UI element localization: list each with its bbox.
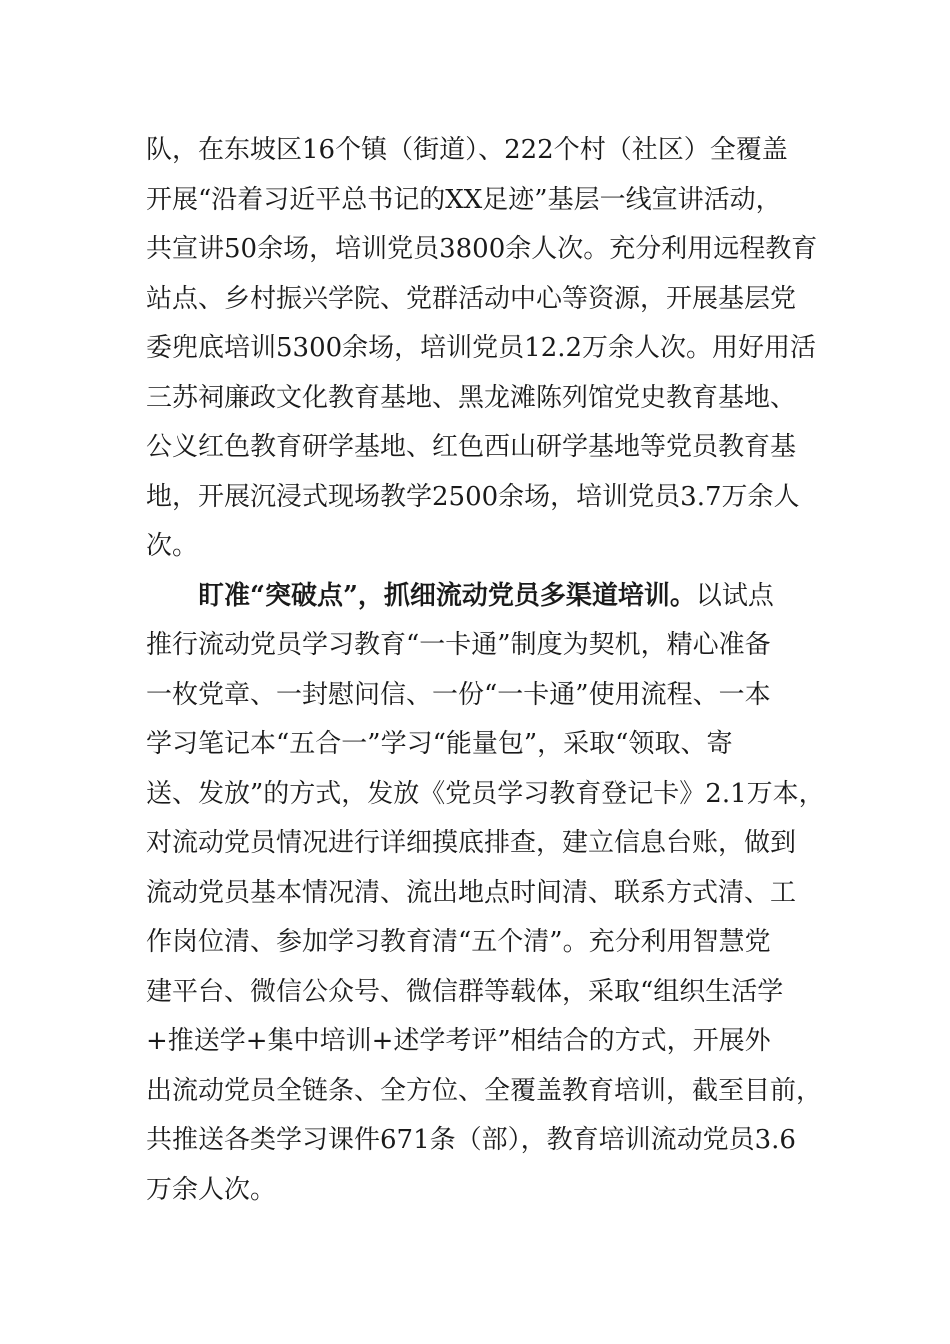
paragraph-2 [146,572,826,1216]
paragraph-line: 队，在东坡区16个镇（街道）、222个村（社区）全覆盖 [146,135,788,165]
body-text [146,126,826,1215]
paragraph-line: 三苏祠廉政文化教育基地、黑龙滩陈列馆党史教育基地、 [146,382,797,413]
paragraph-line: +推送学+集中培训+述学考评”相结合的方式，开展外 [146,1026,771,1056]
paragraph-line: 对流动党员情况进行详细摸底排查，建立信息台账，做到 [146,828,797,858]
paragraph-line: 开展“沿着习近平总书记的XX足迹”基层一线宣讲活动， [146,184,782,215]
paragraph-line: 委兜底培训5300余场，培训党员12.2万余人次。用好用活 [146,333,817,363]
paragraph-line: 次。 [146,531,199,561]
paragraph-line: 一枚党章、一封慰问信、一份“一卡通”使用流程、一本 [146,679,771,710]
paragraph-line: 公义红色教育研学基地、红色西山研学基地等党员教育基 [146,432,797,462]
paragraph-line: 推行流动党员学习教育“一卡通”制度为契机，精心准备 [146,630,771,660]
paragraph-line: 送、发放”的方式，发放《党员学习教育登记卡》2.1万本， [146,778,825,809]
paragraph-line-rest: 以试点 [695,580,774,611]
paragraph-line: 共宣讲50余场，培训党员3800余人次。充分利用远程教育 [146,234,818,264]
paragraph-line: 学习笔记本“五合一”学习“能量包”，采取“领取、寄 [146,729,733,759]
paragraph-line: 作岗位清、参加学习教育清“五个清”。充分利用智慧党 [146,927,771,957]
paragraph-line: 建平台、微信公众号、微信群等载体，采取“组织生活学 [146,976,784,1007]
paragraph-line: 站点、乡村振兴学院、党群活动中心等资源，开展基层党 [146,283,797,314]
paragraph-line: 流动党员基本情况清、流出地点时间清、联系方式清、工 [146,877,797,908]
paragraph-line: 共推送各类学习课件671条（部），教育培训流动党员3.6 [146,1125,796,1155]
paragraph-heading: 盯准“突破点”，抓细流动党员多渠道培训。 [198,580,696,611]
paragraph-line: 万余人次。 [146,1174,277,1205]
paragraph-first-line [146,572,826,622]
paragraph-line: 出流动党员全链条、全方位、全覆盖教育培训，截至目前， [146,1075,823,1106]
paragraph-1 [146,126,826,572]
paragraph-line: 地，开展沉浸式现场教学2500余场，培训党员3.7万余人 [146,481,800,512]
